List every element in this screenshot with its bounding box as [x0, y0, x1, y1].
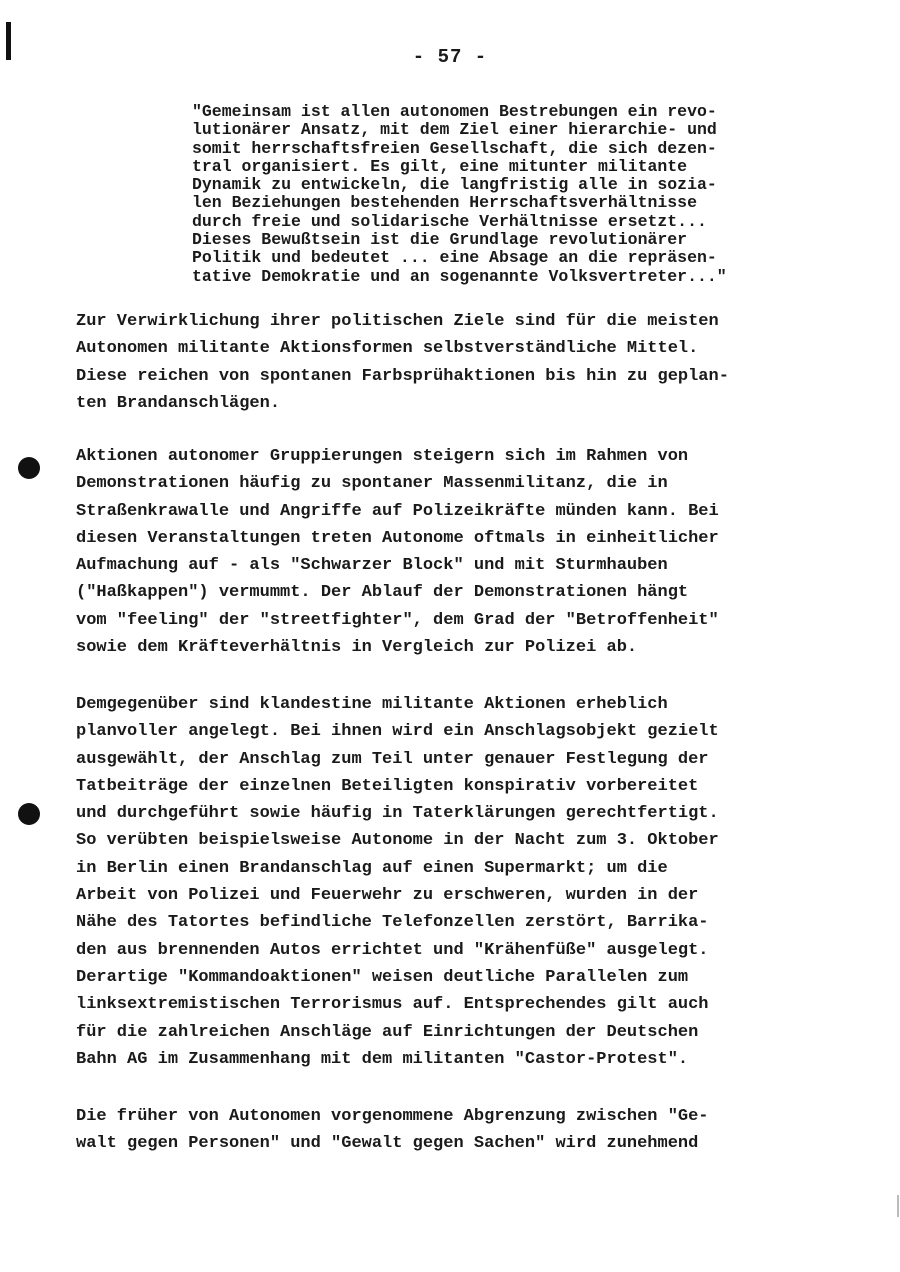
scan-margin-mark	[897, 1195, 899, 1217]
bullet-marker	[18, 457, 40, 479]
paragraph-line: diesen Veranstaltungen treten Autonome oftmals in einheitlicher	[76, 528, 719, 548]
paragraph-line: Aktionen autonomer Gruppierungen steigern sich im Rahmen von	[76, 447, 689, 466]
page-number: - 57 -	[412, 46, 488, 68]
paragraph-line: Nähe des Tatortes befindliche Telefonzellen zerstört, Barrika-	[76, 913, 709, 933]
paragraph-line: für die zahlreichen Anschläge auf Einrichtungen der Deutschen	[76, 1022, 699, 1042]
paragraph-line: ("Haßkappen") vermummt. Der Ablauf der Demonstrationen hängt	[76, 583, 689, 603]
paragraph-line: in Berlin einen Brandanschlag auf einen Supermarkt; um die	[76, 858, 668, 878]
paragraph-line: sowie dem Kräfteverhältnis in Vergleich zur Polizei ab.	[76, 638, 638, 658]
block-quote	[192, 103, 832, 286]
paragraph-line: Aufmachung auf - als "Schwarzer Block" und mit Sturmhauben	[76, 556, 668, 576]
paragraph-line: So verübten beispielsweise Autonome in der Nacht zum 3. Oktober	[76, 831, 719, 851]
quote-line: Dieses Bewußtsein ist die Grundlage revolutionärer	[192, 230, 688, 250]
paragraph-line: Arbeit von Polizei und Feuerwehr zu erschweren, wurden in der	[76, 886, 699, 906]
quote-line: len Beziehungen bestehenden Herrschaftsverhältnisse	[192, 193, 697, 213]
paragraph-line: Bahn AG im Zusammenhang mit dem militanten "Castor-Protest".	[76, 1049, 689, 1069]
paragraph-line: ten Brandanschlägen.	[76, 393, 281, 413]
quote-line: tative Demokratie und an sogenannte Volksvertreter..."	[192, 266, 727, 286]
paragraph-line: Derartige "Kommandoaktionen" weisen deutliche Parallelen zum	[76, 967, 689, 987]
paragraph-line: den aus brennenden Autos errichtet und "Krähenfüße" ausgelegt.	[76, 940, 709, 960]
bullet-marker	[18, 803, 40, 825]
paragraph-4	[76, 1103, 876, 1158]
paragraph-line: Demgegenüber sind klandestine militante Aktionen erheblich	[76, 695, 668, 714]
paragraph-line: Straßenkrawalle und Angriffe auf Polizeikräfte münden kann. Bei	[76, 501, 719, 521]
paragraph-line: Autonomen militante Aktionsformen selbstverständliche Mittel.	[76, 339, 699, 359]
quote-line: durch freie und solidarische Verhältnisse ersetzt...	[192, 211, 707, 231]
paragraph-2	[76, 443, 876, 661]
paragraph-line: Tatbeiträge der einzelnen Beteiligten konspirativ vorbereitet	[76, 776, 699, 796]
paragraph-line: Die früher von Autonomen vorgenommene Abgrenzung zwischen "Ge-	[76, 1107, 709, 1126]
paragraph-line: vom "feeling" der "streetfighter", dem Grad der "Betroffenheit"	[76, 610, 719, 630]
quote-line: tral organisiert. Es gilt, eine mitunter militante	[192, 156, 688, 176]
paragraph-line: Zur Verwirklichung ihrer politischen Ziele sind für die meisten	[76, 312, 719, 331]
paragraph-line: linksextremistischen Terrorismus auf. Entsprechendes gilt auch	[76, 995, 709, 1015]
paragraph-line: planvoller angelegt. Bei ihnen wird ein Anschlagsobjekt gezielt	[76, 722, 719, 742]
paragraph-3	[76, 691, 876, 1073]
paragraph-1	[76, 308, 876, 417]
quote-line: Dynamik zu entwickeln, die langfristig alle in sozia-	[192, 175, 717, 195]
quote-line: "Gemeinsam ist allen autonomen Bestrebungen ein revo-	[192, 102, 717, 121]
quote-line: somit herrschaftsfreien Gesellschaft, die sich dezen-	[192, 138, 717, 158]
paragraph-line: walt gegen Personen" und "Gewalt gegen Sachen" wird zunehmend	[76, 1134, 699, 1154]
paragraph-line: Demonstrationen häufig zu spontaner Massenmilitanz, die in	[76, 474, 668, 494]
paragraph-line: Diese reichen von spontanen Farbsprühaktionen bis hin zu geplan-	[76, 366, 729, 386]
quote-line: Politik und bedeutet ... eine Absage an die repräsen-	[192, 248, 717, 268]
paragraph-line: ausgewählt, der Anschlag zum Teil unter genauer Festlegung der	[76, 749, 709, 769]
quote-line: lutionärer Ansatz, mit dem Ziel einer hierarchie- und	[192, 120, 717, 140]
paragraph-line: und durchgeführt sowie häufig in Taterklärungen gerechtfertigt.	[76, 804, 719, 824]
